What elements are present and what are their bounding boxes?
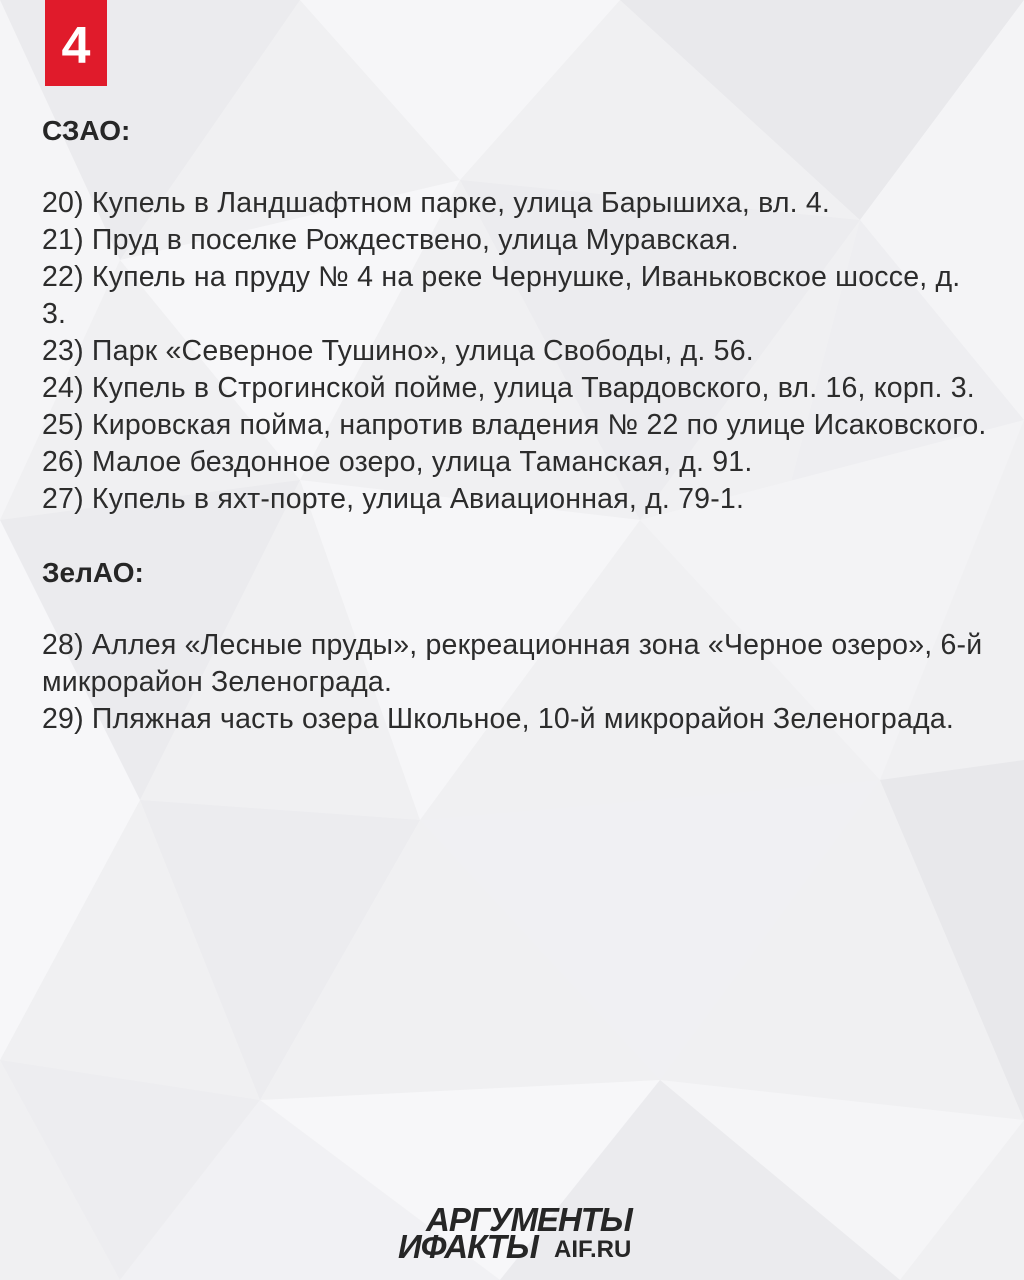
logo-domain: AIF.RU [554,1236,632,1263]
aif-logo [398,1203,660,1263]
page-number: 4 [61,17,91,75]
list-item: 25) Кировская пойма, напротив владения № 22 по улице Исаковского. [42,409,987,441]
list-item: 29) Пляжная часть озера Школьное, 10-й микрорайон Зеленограда. [42,703,954,735]
list-item: 20) Купель в Ландшафтном парке, улица Барышиха, вл. 4. [42,187,831,219]
list-item: 24) Купель в Строгинской пойме, улица Твардовского, вл. 16, корп. 3. [42,372,975,404]
page-number-badge [45,0,107,86]
logo-line-1: АРГУМЕНТЫ [426,1201,632,1238]
list-item: 27) Купель в яхт-порте, улица Авиационная, д. 79-1. [42,483,745,515]
section-zelao [42,554,987,738]
list-item: 22) Купель на пруду № 4 на реке Чернушке, Иваньковское шоссе, д. 3. [42,261,961,330]
list-item: 23) Парк «Северное Тушино», улица Свободы, д. 56. [42,335,754,367]
list-item: 26) Малое бездонное озеро, улица Таманская, д. 91. [42,446,753,478]
list-item: 21) Пруд в поселке Рождествено, улица Муравская. [42,224,739,256]
logo-line-2: ИФАКТЫ [398,1228,538,1265]
content [42,112,987,738]
section-title: СЗАО: [42,115,131,146]
location-list [42,627,987,738]
section-szao [42,112,987,518]
location-list [42,185,987,518]
section-title: ЗелАО: [42,557,144,588]
list-item: 28) Аллея «Лесные пруды», рекреационная зона «Черное озеро», 6-й микрорайон Зеленограда. [42,629,983,698]
